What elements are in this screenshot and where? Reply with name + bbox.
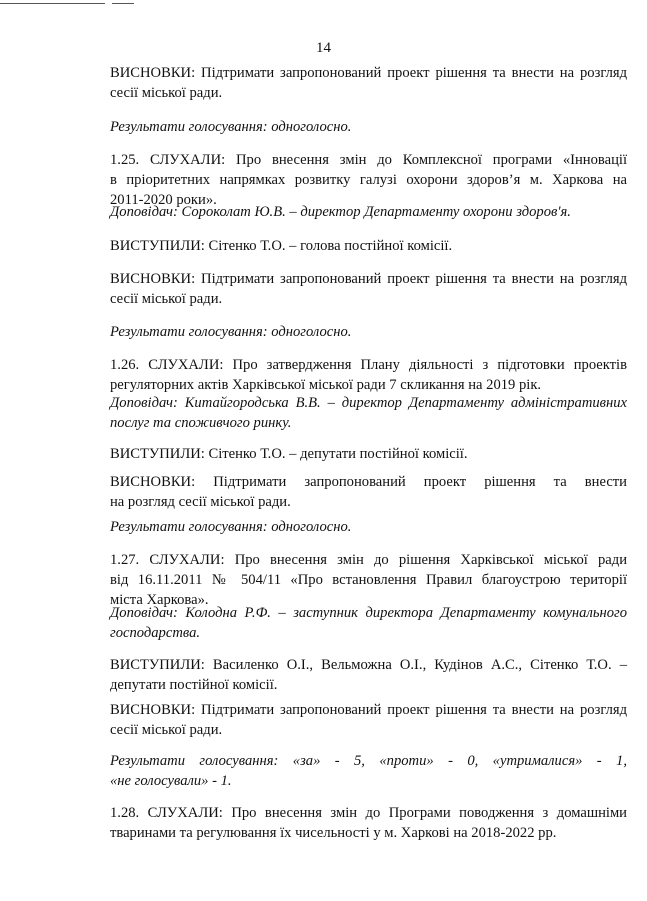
spoke-line: ВИСТУПИЛИ: Сітенко Т.О. – голова постійної комісії. <box>110 238 453 254</box>
scan-artifact-line <box>0 3 105 4</box>
speaker-line <box>110 393 627 433</box>
voting-results: Результати голосування: одноголосно. <box>110 119 352 135</box>
heard-item-1-26 <box>110 355 627 395</box>
text-line: регуляторних актів Харківської міської ради 7 скликання на 2019 рік. <box>110 377 542 393</box>
heard-item-1-27 <box>110 550 627 610</box>
speaker-line: Доповідач: Сороколат Ю.В. – директор Департаменту охорони здоров'я. <box>110 204 571 220</box>
text-line: послуг та споживчого ринку. <box>110 415 292 431</box>
text-line: ВИСНОВКИ: Підтримати запропонований проект рішення та внести <box>110 474 627 490</box>
text-line: сесії міської ради. <box>110 85 223 101</box>
voting-results: Результати голосування: одноголосно. <box>110 519 352 535</box>
text-line: 1.25. СЛУХАЛИ: Про внесення змін до Комплексної програми «Інновації <box>110 152 627 168</box>
conclusions-paragraph <box>110 472 627 512</box>
text-line: від 16.11.2011 № 504/11 «Про встановлення Правил благоустрою території <box>110 572 627 588</box>
text-line: господарства. <box>110 625 201 641</box>
text-line: ВИСНОВКИ: Підтримати запропонований проект рішення та внести на розгляд <box>110 65 627 81</box>
voting-results: Результати голосування: одноголосно. <box>110 324 352 340</box>
text-line: ВИСНОВКИ: Підтримати запропонований проект рішення та внести на розгляд <box>110 702 627 718</box>
text-line: ВИСТУПИЛИ: Василенко О.І., Вельможна О.І., Кудінов А.С., Сітенко Т.О. – <box>110 657 627 673</box>
text-line: міста Харкова». <box>110 592 209 608</box>
text-line: депутати постійної комісії. <box>110 677 278 693</box>
text-line: 1.28. СЛУХАЛИ: Про внесення змін до Програми поводження з домашніми <box>110 805 627 821</box>
text-line: 1.26. СЛУХАЛИ: Про затвердження Плану діяльності з підготовки проектів <box>110 357 627 373</box>
conclusions-paragraph <box>110 63 627 103</box>
text-line: «не голосували» - 1. <box>110 773 232 789</box>
text-line: 1.27. СЛУХАЛИ: Про внесення змін до рішення Харківської міської ради <box>110 552 627 568</box>
conclusions-paragraph <box>110 700 627 740</box>
speaker-line <box>110 603 627 643</box>
spoke-line <box>110 655 627 695</box>
text-line: Результати голосування: «за» - 5, «проти» - 0, «утрималися» - 1, <box>110 753 627 769</box>
spoke-line: ВИСТУПИЛИ: Сітенко Т.О. – депутати постійної комісії. <box>110 446 468 462</box>
text-line: 2011-2020 роки». <box>110 192 217 208</box>
conclusions-paragraph <box>110 269 627 309</box>
heard-item-1-28 <box>110 803 627 843</box>
voting-results <box>110 751 627 791</box>
text-line: сесії міської ради. <box>110 291 223 307</box>
text-line: в пріоритетних напрямках розвитку галузі охорони здоров’я м. Харкова на <box>110 172 627 188</box>
text-line: сесії міської ради. <box>110 722 223 738</box>
heard-item-1-25 <box>110 150 627 210</box>
text-line: Доповідач: Колодна Р.Ф. – заступник директора Департаменту комунального <box>110 605 627 621</box>
scan-artifact-line <box>112 3 134 4</box>
text-line: тваринами та регулювання їх чисельності у м. Харкові на 2018-2022 рр. <box>110 825 557 841</box>
text-line: на розгляд сесії міської ради. <box>110 494 291 510</box>
text-line: ВИСНОВКИ: Підтримати запропонований проект рішення та внести на розгляд <box>110 271 627 287</box>
page-number: 14 <box>316 40 331 56</box>
text-line: Доповідач: Китайгородська В.В. – директор Департаменту адміністративних <box>110 395 627 411</box>
